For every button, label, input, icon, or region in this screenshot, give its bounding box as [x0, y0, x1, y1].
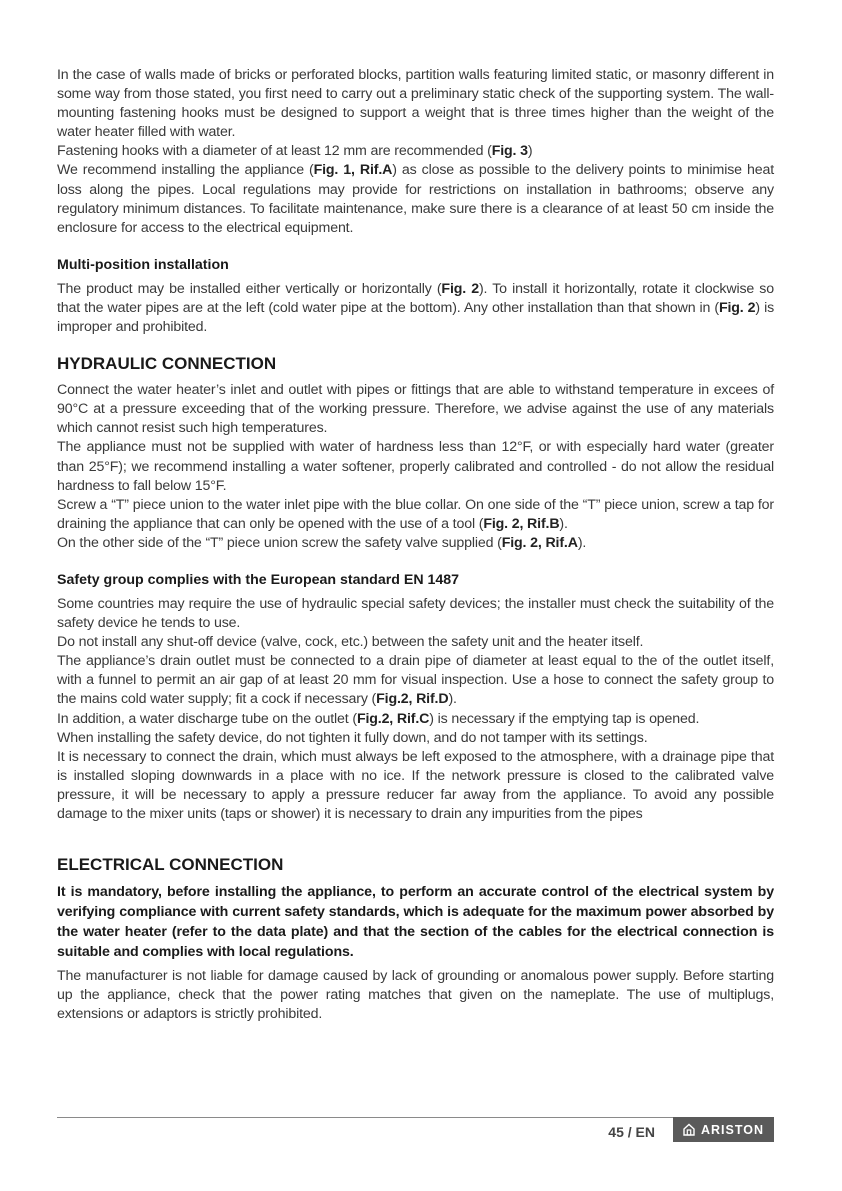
- multiposition-heading: Multi-position installation: [57, 256, 229, 273]
- safety-heading: Safety group complies with the European standard EN 1487: [57, 571, 460, 588]
- page-number: 45 / EN: [608, 1124, 655, 1140]
- safety-paragraph: Some countries may require the use of hydraulic special safety devices; the installer must check the suitability of the safety device he tends to use. Do not install any shut-off device (valve, cock, etc.) between the safety unit and the heater itself. The appliance’s drain outlet must be connected to a drain pipe of diameter at least equal to the of the outlet itself, with a funnel to permit an air gap of at least 20 mm for visual inspection. Use a hose to connect the safety group to the mains cold water supply; fit a cock if necessary (Fig.2, Rif.D). In addition, a water discharge tube on the outlet (Fig.2, Rif.C) is necessary if the emptying tap is opened. When installing the safety device, do not tighten it fully down, and do not tamper with its settings. It is necessary to connect the drain, which must always be left exposed to the atmosphere, with a drainage pipe that is installed sloping downwards in a place with no ice. If the network pressure is closed to the calibrated valve pressure, it will be necessary to apply a pressure reducer far away from the appliance. To avoid any possible damage to the mixer units (taps or shower) it is necessary to drain any impurities from the pipes: [57, 595, 774, 822]
- footer-divider: [57, 1117, 774, 1118]
- document-body: [57, 66, 774, 1024]
- electrical-warning: It is mandatory, before installing the appliance, to perform an accurate control of the electrical system by verifying compliance with current safety standards, which is adequate for the maximum power absorbed by the water heater (refer to the data plate) and that the section of the cables for the electrical connection is suitable and complies with local regulations.: [57, 884, 774, 961]
- intro-paragraph: In the case of walls made of bricks or perforated blocks, partition walls featuring limited static, or masonry different in some way from those stated, you first need to carry out a preliminary static check of the supporting system. The wall-mounting fastening hooks must be designed to support a weight that is three times higher than the weight of the water heater filled with water. Fastening hooks with a diameter of at least 12 mm are recommended (Fig. 3) We recommend installing the appliance (Fig. 1, Rif.A) as close as possible to the delivery points to minimise heat loss along the pipes. Local regulations may provide for restrictions on installation in bathrooms; observe any regulatory minimum distances. To facilitate maintenance, make sure there is a clearance of at least 50 cm inside the enclosure for access to the electrical equipment.: [57, 67, 774, 236]
- house-icon: [683, 1123, 695, 1136]
- hydraulic-heading: HYDRAULIC CONNECTION: [57, 354, 277, 374]
- electrical-paragraph: The manufacturer is not liable for damage caused by lack of grounding or anomalous power supply. Before starting up the appliance, check that the power rating matches that given on the nameplate. The use of multiplugs, extensions or adaptors is strictly prohibited.: [57, 968, 774, 1023]
- brand-logo: [673, 1117, 774, 1142]
- hydraulic-paragraph: Connect the water heater’s inlet and outlet with pipes or fittings that are able to withstand temperature in excees of 90°C at a pressure exceeding that of the working pressure. Therefore, we advise against the use of any materials which cannot resist such high temperatures. The appliance must not be supplied with water of hardness less than 12°F, or with especially hard water (greater than 25°F); we recommend installing a water softener, properly calibrated and controlled - do not allow the residual hardness to fall below 15°F. Screw a “T” piece union to the water inlet pipe with the blue collar. On one side of the “T” piece union, screw a tap for draining the appliance that can only be opened with the use of a tool (Fig. 2, Rif.B). On the other side of the “T” piece union screw the safety valve supplied (Fig. 2, Rif.A).: [57, 382, 774, 551]
- electrical-heading: ELECTRICAL CONNECTION: [57, 855, 284, 875]
- multiposition-paragraph: The product may be installed either vertically or horizontally (Fig. 2). To install it horizontally, rotate it clockwise so that the water pipes are at the left (cold water pipe at the bottom). Any other installation than that shown in (Fig. 2) is improper and prohibited.: [57, 280, 775, 336]
- brand-name: ARISTON: [700, 1122, 765, 1137]
